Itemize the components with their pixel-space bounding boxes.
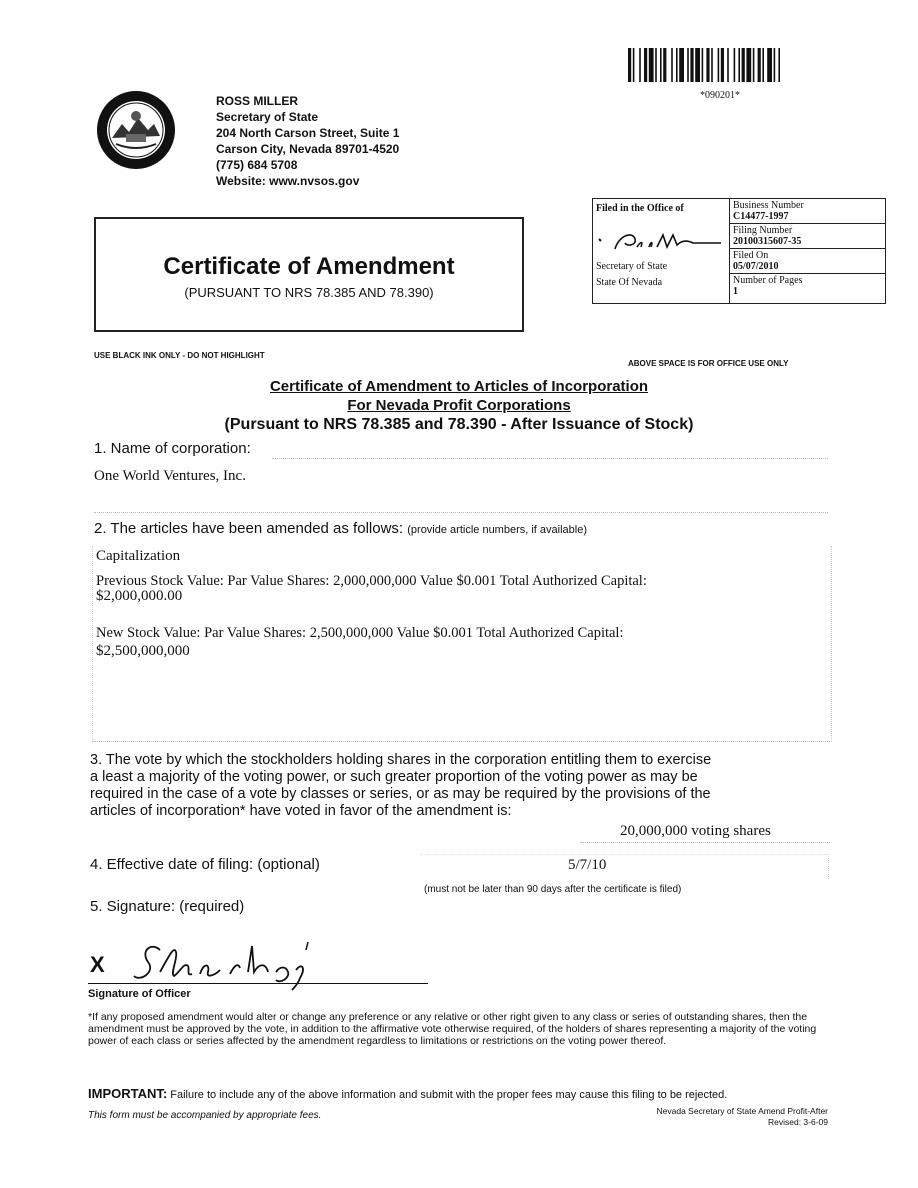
- certificate-subtitle: (PURSUANT TO NRS 78.385 AND 78.390): [184, 285, 434, 300]
- filed-in-label: Filed in the Office of: [596, 203, 684, 214]
- effective-date-value: 5/7/10: [568, 857, 607, 873]
- ink-note: USE BLACK INK ONLY - DO NOT HIGHLIGHT: [94, 351, 265, 360]
- state-label: State Of Nevada: [596, 277, 663, 288]
- amendment-line2: Previous Stock Value: Par Value Shares: 2,000,000,000 Value $0.001 Total Authorized Capital:: [96, 573, 647, 589]
- section4-label: 4. Effective date of filing: (optional): [90, 856, 320, 873]
- filing-details: [730, 199, 885, 303]
- form-title-line3: (Pursuant to NRS 78.385 and 78.390 - After Issuance of Stock): [224, 416, 694, 433]
- barcode-number: *090201*: [700, 90, 740, 101]
- certificate-title: Certificate of Amendment: [163, 253, 455, 280]
- form-title-line1: Certificate of Amendment to Articles of Incorporation: [269, 378, 649, 395]
- business-number-cell: [730, 199, 885, 224]
- effective-date-note: (must not be later than 90 days after the certificate is filed): [424, 884, 682, 895]
- office-website: Website: www.nvsos.gov: [216, 174, 360, 188]
- filing-number-label: Filing Number: [733, 225, 793, 236]
- signature-of-officer-label: Signature of Officer: [88, 988, 191, 1000]
- form-name: Nevada Secretary of State Amend Profit-After: [656, 1106, 828, 1116]
- secretary-signature-icon: [597, 229, 725, 253]
- section2-label-text: 2. The articles have been amended as follows:: [94, 520, 404, 537]
- section3-text: [90, 752, 711, 820]
- nevada-seal-icon: [96, 90, 176, 170]
- business-number-label: Business Number: [733, 200, 804, 211]
- fees-note: This form must be accompanied by appropriate fees.: [88, 1110, 322, 1121]
- pages-cell: [730, 274, 885, 300]
- corporation-name-field[interactable]: One World Ventures, Inc.: [94, 468, 246, 484]
- business-number-value: C14477-1997: [733, 211, 789, 222]
- section1-label: 1. Name of corporation:: [94, 440, 251, 457]
- section2-dotline: [92, 741, 830, 742]
- secretary-label: Secretary of State: [596, 261, 668, 272]
- important-notice: [88, 1086, 727, 1101]
- amendment-line5: $2,500,000,000: [96, 643, 190, 659]
- filing-number-cell: [730, 224, 885, 249]
- office-street: 204 North Carson Street, Suite 1: [216, 126, 400, 140]
- section2-label: [94, 520, 587, 537]
- form-title: [0, 377, 918, 434]
- office-address: [216, 93, 399, 189]
- filed-on-cell: [730, 249, 885, 274]
- office-title: Secretary of State: [216, 110, 319, 124]
- pages-label: Number of Pages: [733, 275, 803, 286]
- pages-value: 1: [733, 286, 738, 297]
- effective-date-field[interactable]: [420, 854, 829, 879]
- section3-line3: required in the case of a vote by classes or series, or as may be required by the provisions of the: [90, 786, 711, 802]
- office-name: ROSS MILLER: [216, 94, 299, 108]
- section3-dotline: [580, 842, 830, 843]
- signature-x: X: [90, 952, 105, 977]
- filing-number-value: 20100315607-35: [733, 236, 802, 247]
- amendment-text-area[interactable]: [92, 546, 832, 742]
- filed-on-label: Filed On: [733, 250, 769, 261]
- filing-office-cell: [593, 199, 730, 303]
- certificate-title-box: [94, 217, 524, 332]
- section3-line2: a least a majority of the voting power, or such greater proportion of the voting power as may be: [90, 769, 698, 785]
- section3-line1: 3. The vote by which the stockholders holding shares in the corporation entitling them to exercise: [90, 752, 712, 768]
- amendment-line3: $2,000,000.00: [96, 588, 183, 604]
- form-revised: Revised: 3-6-09: [767, 1117, 828, 1127]
- section1-dotline-2: [94, 512, 828, 513]
- office-phone: (775) 684 5708: [216, 158, 298, 172]
- amendment-fine-print: *If any proposed amendment would alter or change any preference or any relative or other right given to any class or series of outstanding shares, then the amendment must be approved by the vote, in addition to the affirmative vote otherwise required, of the holders of shares representing a majority of the voting power of each class or series affected by the amendment regardless to limitations or restrictions on the voting power thereof.: [88, 1011, 817, 1047]
- filing-stamp-table: [592, 198, 886, 304]
- office-city: Carson City, Nevada 89701-4520: [216, 142, 400, 156]
- important-label: IMPORTANT:: [88, 1086, 168, 1101]
- form-revision: [610, 1106, 828, 1128]
- section1-dotline: [272, 458, 828, 459]
- voting-shares-field[interactable]: 20,000,000 voting shares: [620, 823, 771, 839]
- barcode-graphic: [628, 48, 834, 82]
- form-title-line2: For Nevada Profit Corporations: [347, 397, 571, 414]
- section5-label: 5. Signature: (required): [90, 898, 245, 915]
- section3-line4: articles of incorporation* have voted in favor of the amendment is:: [90, 803, 512, 819]
- amendment-line4: New Stock Value: Par Value Shares: 2,500,000,000 Value $0.001 Total Authorized Capital:: [96, 625, 624, 641]
- signature-line: [88, 983, 428, 984]
- filed-on-value: 05/07/2010: [733, 261, 779, 272]
- section2-hint: (provide article numbers, if available): [407, 524, 587, 536]
- office-use-note: ABOVE SPACE IS FOR OFFICE USE ONLY: [628, 359, 789, 368]
- important-text: Failure to include any of the above information and submit with the proper fees may cause this filing to be rejected.: [170, 1089, 728, 1101]
- amendment-line1: Capitalization: [96, 548, 181, 564]
